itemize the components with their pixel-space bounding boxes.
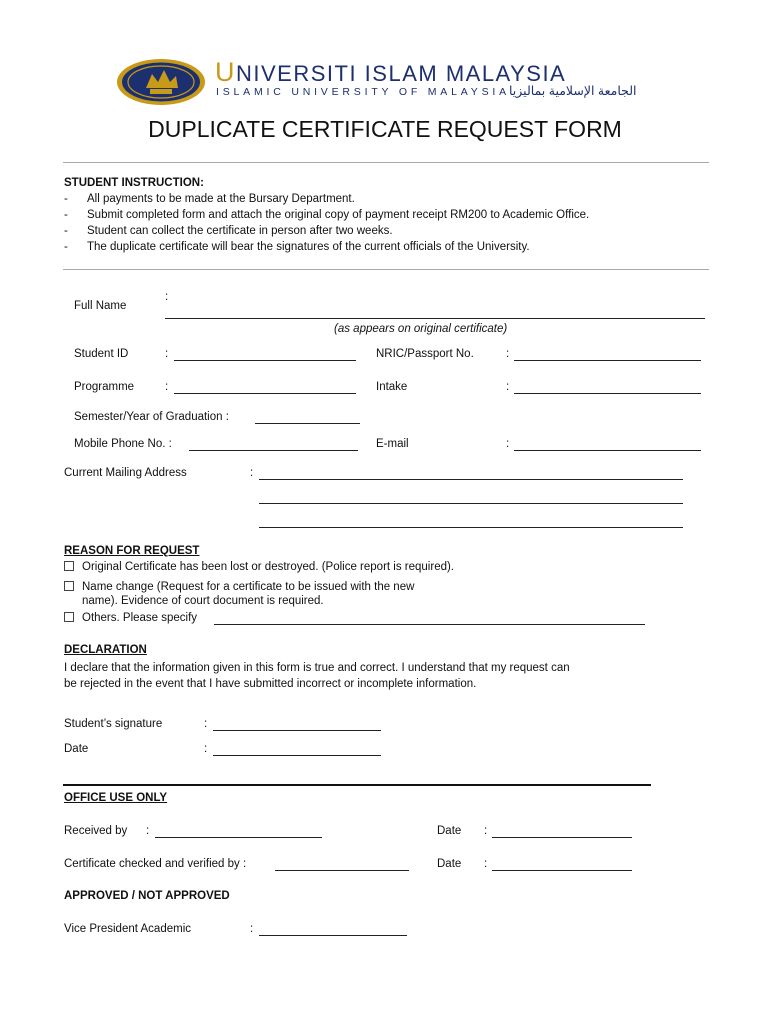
colon: : <box>165 348 169 360</box>
student-id-field[interactable] <box>174 360 356 361</box>
email-label: E-mail <box>376 438 409 450</box>
colon: : <box>506 348 510 360</box>
vp-academic-field[interactable] <box>259 935 407 936</box>
full-name-note: (as appears on original certificate) <box>334 323 508 335</box>
vp-academic-label: Vice President Academic <box>64 923 191 935</box>
office-date-label: Date <box>437 825 462 837</box>
signature-field[interactable] <box>213 730 381 731</box>
full-name-field[interactable] <box>165 318 705 319</box>
reason-option-lost[interactable]: Original Certificate has been lost or destroyed. (Police report is required). <box>64 561 454 573</box>
colon: : <box>506 381 510 393</box>
checked-by-field[interactable] <box>275 870 409 871</box>
mobile-label: Mobile Phone No. : <box>74 438 172 450</box>
signature-label: Student’s signature <box>64 718 163 730</box>
others-specify-field[interactable] <box>214 624 645 625</box>
university-arabic-name: الجامعة الإسلامية بماليزيا <box>509 84 637 98</box>
approval-heading: APPROVED / NOT APPROVED <box>64 890 230 902</box>
checkbox[interactable] <box>64 581 74 591</box>
form-title: DUPLICATE CERTIFICATE REQUEST FORM <box>148 116 622 142</box>
email-field[interactable] <box>514 450 701 451</box>
semester-field[interactable] <box>255 423 360 424</box>
colon: : <box>484 825 488 837</box>
checked-by-label: Certificate checked and verified by : <box>64 858 247 870</box>
mobile-field[interactable] <box>189 450 358 451</box>
intake-label: Intake <box>376 381 408 393</box>
instruction-bullet: - <box>64 225 68 237</box>
programme-label: Programme <box>74 381 135 393</box>
colon: : <box>146 825 150 837</box>
office-date-label: Date <box>437 858 462 870</box>
nric-label: NRIC/Passport No. <box>376 348 474 360</box>
semester-label: Semester/Year of Graduation : <box>74 411 229 423</box>
address-line-3[interactable] <box>259 527 683 528</box>
declaration-text: be rejected in the event that I have submitted incorrect or incomplete information. <box>64 678 477 690</box>
received-by-label: Received by <box>64 825 128 837</box>
university-subtitle: ISLAMIC UNIVERSITY OF MALAYSIA <box>216 86 510 98</box>
address-label: Current Mailing Address <box>64 467 187 479</box>
instruction-item: All payments to be made at the Bursary Department. <box>87 193 355 205</box>
instruction-bullet: - <box>64 209 68 221</box>
instruction-bullet: - <box>64 241 68 253</box>
declaration-date-field[interactable] <box>213 755 381 756</box>
reason-option-name-change-cont: name). Evidence of court document is required. <box>82 595 324 607</box>
received-by-field[interactable] <box>155 837 322 838</box>
colon: : <box>165 291 169 303</box>
divider <box>63 269 709 270</box>
university-name: UNIVERSITI ISLAM MALAYSIA <box>215 57 567 87</box>
declaration-heading: DECLARATION <box>64 644 147 656</box>
colon: : <box>250 923 254 935</box>
declaration-text: I declare that the information given in this form is true and correct. I understand that my request can <box>64 662 570 674</box>
colon: : <box>204 718 208 730</box>
section-divider <box>63 784 651 786</box>
declaration-date-label: Date <box>64 743 89 755</box>
colon: : <box>484 858 488 870</box>
office-date-field-2[interactable] <box>492 870 632 871</box>
intake-field[interactable] <box>514 393 701 394</box>
programme-field[interactable] <box>174 393 356 394</box>
instruction-bullet: - <box>64 193 68 205</box>
instruction-item: Submit completed form and attach the original copy of payment receipt RM200 to Academic Office. <box>87 209 590 221</box>
address-line-2[interactable] <box>259 503 683 504</box>
reason-option-name-change[interactable]: Name change (Request for a certificate to be issued with the new <box>64 581 414 593</box>
university-crest-icon <box>116 58 206 106</box>
checkbox[interactable] <box>64 561 74 571</box>
student-id-label: Student ID <box>74 348 129 360</box>
instructions-heading: STUDENT INSTRUCTION: <box>64 177 204 189</box>
colon: : <box>506 438 510 450</box>
full-name-label: Full Name <box>74 300 127 312</box>
instruction-item: Student can collect the certificate in person after two weeks. <box>87 225 393 237</box>
reason-option-others[interactable]: Others. Please specify <box>64 612 197 624</box>
colon: : <box>165 381 169 393</box>
colon: : <box>204 743 208 755</box>
divider <box>63 162 709 163</box>
address-line-1[interactable] <box>259 479 683 480</box>
office-heading: OFFICE USE ONLY <box>64 792 168 804</box>
colon: : <box>250 467 254 479</box>
office-date-field[interactable] <box>492 837 632 838</box>
reason-heading: REASON FOR REQUEST <box>64 545 200 557</box>
instruction-item: The duplicate certificate will bear the signatures of the current officials of the University. <box>87 241 530 253</box>
nric-field[interactable] <box>514 360 701 361</box>
checkbox[interactable] <box>64 612 74 622</box>
